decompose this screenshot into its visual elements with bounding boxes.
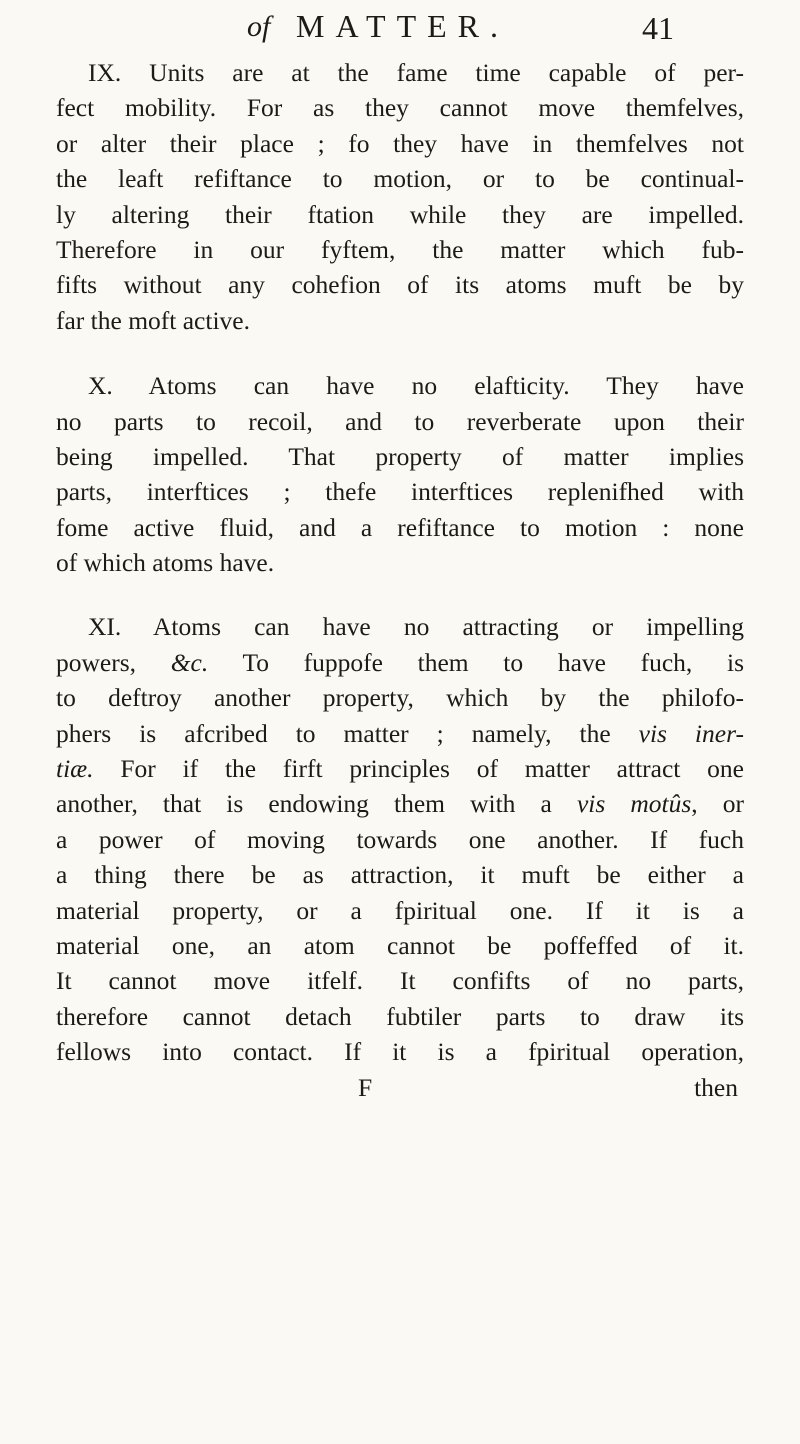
text-line: powers, &c. To fuppofe them to have fuch, is <box>56 647 744 677</box>
text-line: material one, an atom cannot be poffeffed of it. <box>56 930 744 960</box>
text-line: IX. Units are at the fame time capable of per- <box>88 58 744 87</box>
paragraph-xi <box>56 609 744 1069</box>
text-line: the leaft refiftance to motion, or to be continual- <box>56 164 744 194</box>
page-footer <box>56 1070 744 1105</box>
text-line: being impelled. That property of matter implies <box>56 441 744 471</box>
text-line: XI. Atoms can have no attracting or impelling <box>88 612 744 642</box>
signature-mark: F <box>358 1072 373 1102</box>
page-number: 41 <box>642 10 674 46</box>
text-line: fifts without any cohefion of its atoms muft be by <box>56 270 744 300</box>
text-line: phers is afcribed to matter ; namely, the vis iner- <box>56 718 744 748</box>
paragraph-ix <box>56 55 744 338</box>
catchword: then <box>694 1072 738 1102</box>
text-line: X. Atoms can have no elafticity. They have <box>88 371 744 401</box>
running-head <box>0 4 800 54</box>
text-line: tiæ. For if the firft principles of matter attract one <box>56 754 744 784</box>
running-head-of: of <box>247 10 271 43</box>
text-line: of which atoms have. <box>56 548 275 578</box>
text-line: ly altering their ftation while they are impelled. <box>56 199 744 229</box>
text-line: fome active fluid, and a refiftance to motion : none <box>56 512 744 542</box>
text-line: no parts to recoil, and to reverberate upon their <box>56 406 744 436</box>
text-line: to deftroy another property, which by the philofo- <box>56 683 744 713</box>
text-line: parts, interftices ; thefe interftices replenifhed with <box>56 477 744 507</box>
running-head-title: MATTER. <box>296 8 509 44</box>
text-line: a thing there be as attraction, it muft be either a <box>56 860 744 890</box>
text-line: therefore cannot detach fubtiler parts to draw its <box>56 1001 744 1031</box>
text-line: a power of moving towards one another. If fuch <box>56 824 744 854</box>
text-line: far the moft active. <box>56 305 250 335</box>
text-line: another, that is endowing them with a vis motûs, or <box>56 789 744 819</box>
text-line: material property, or a fpiritual one. If it is a <box>56 895 744 925</box>
text-line: fellows into contact. If it is a fpiritual operation, <box>56 1037 744 1067</box>
text-line: It cannot move itfelf. It confifts of no parts, <box>56 966 744 996</box>
text-line: fect mobility. For as they cannot move themfelves, <box>56 93 744 123</box>
text-line: or alter their place ; fo they have in themfelves not <box>56 128 744 158</box>
body-text <box>56 55 744 1105</box>
text-line: Therefore in our fyftem, the matter which fub- <box>56 234 744 264</box>
paragraph-x <box>56 368 744 580</box>
